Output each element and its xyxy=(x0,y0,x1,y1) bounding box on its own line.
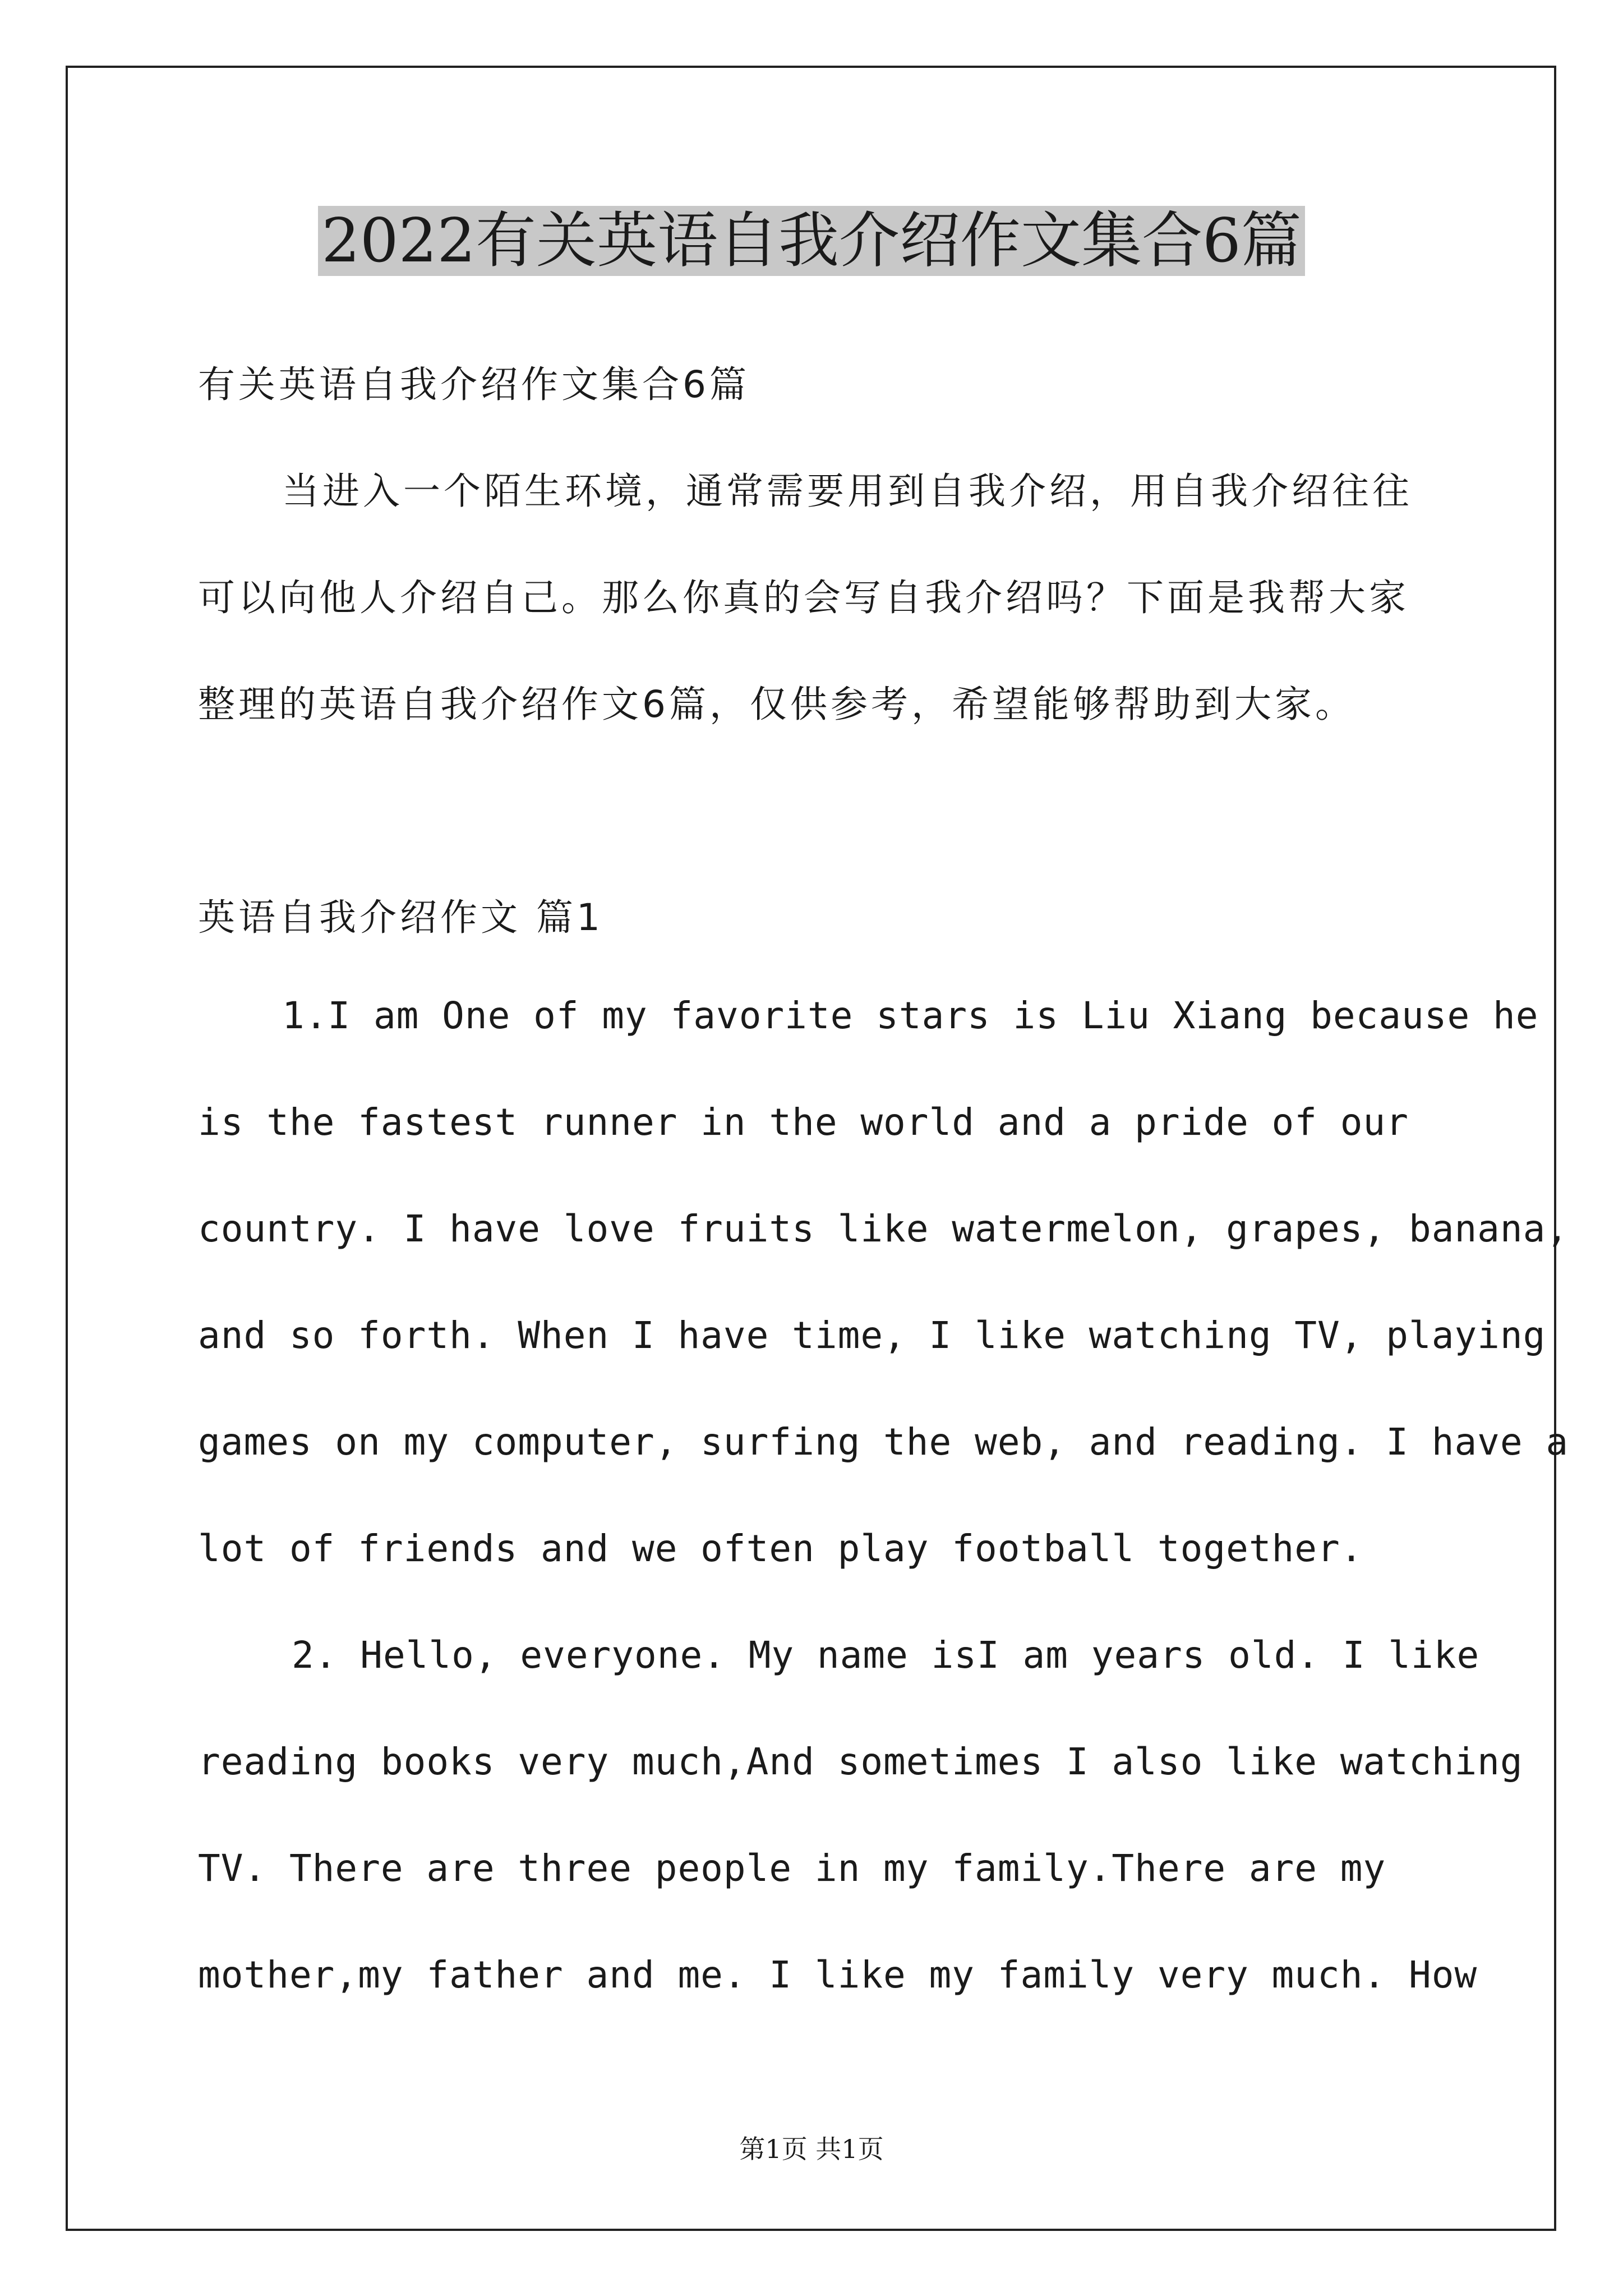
document-title xyxy=(0,202,1623,280)
para2-line-2: reading books very much,And sometimes I also like watching xyxy=(198,1740,1523,1783)
para1-line-2: is the fastest runner in the world and a pride of our xyxy=(198,1101,1409,1144)
para1-line-3: country. I have love fruits like watermelon, grapes, banana, xyxy=(198,1207,1569,1250)
para1-line-5: games on my computer, surfing the web, and reading. I have a xyxy=(198,1420,1569,1464)
para2-line-1: 2. Hello, everyone. My name isI am years old. I like xyxy=(292,1634,1480,1677)
para1-line-4: and so forth. When I have time, I like watching TV, playing xyxy=(198,1314,1546,1357)
title-text: 2022有关英语自我介绍作文集合6篇 xyxy=(318,206,1305,276)
page-footer: 第1页 共1页 xyxy=(739,2134,884,2164)
section-heading: 英语自我介绍作文 篇1 xyxy=(198,896,603,939)
para2-line-4: mother,my father and me. I like my family very much. How xyxy=(198,1953,1478,1996)
intro-line-2: 可以向他人介绍自己。那么你真的会写自我介绍吗？下面是我帮大家 xyxy=(198,576,1409,619)
para2-line-3: TV. There are three people in my family.There are my xyxy=(198,1847,1386,1890)
para1-line-6: lot of friends and we often play football together. xyxy=(198,1527,1363,1570)
subtitle: 有关英语自我介绍作文集合6篇 xyxy=(198,363,750,406)
para1-line-1: 1.I am One of my favorite stars is Liu Xiang because he xyxy=(282,994,1539,1037)
intro-line-3: 整理的英语自我介绍作文6篇，仅供参考，希望能够帮助到大家。 xyxy=(198,683,1355,726)
intro-line-1: 当进入一个陌生环境，通常需要用到自我介绍，用自我介绍往往 xyxy=(282,470,1413,513)
